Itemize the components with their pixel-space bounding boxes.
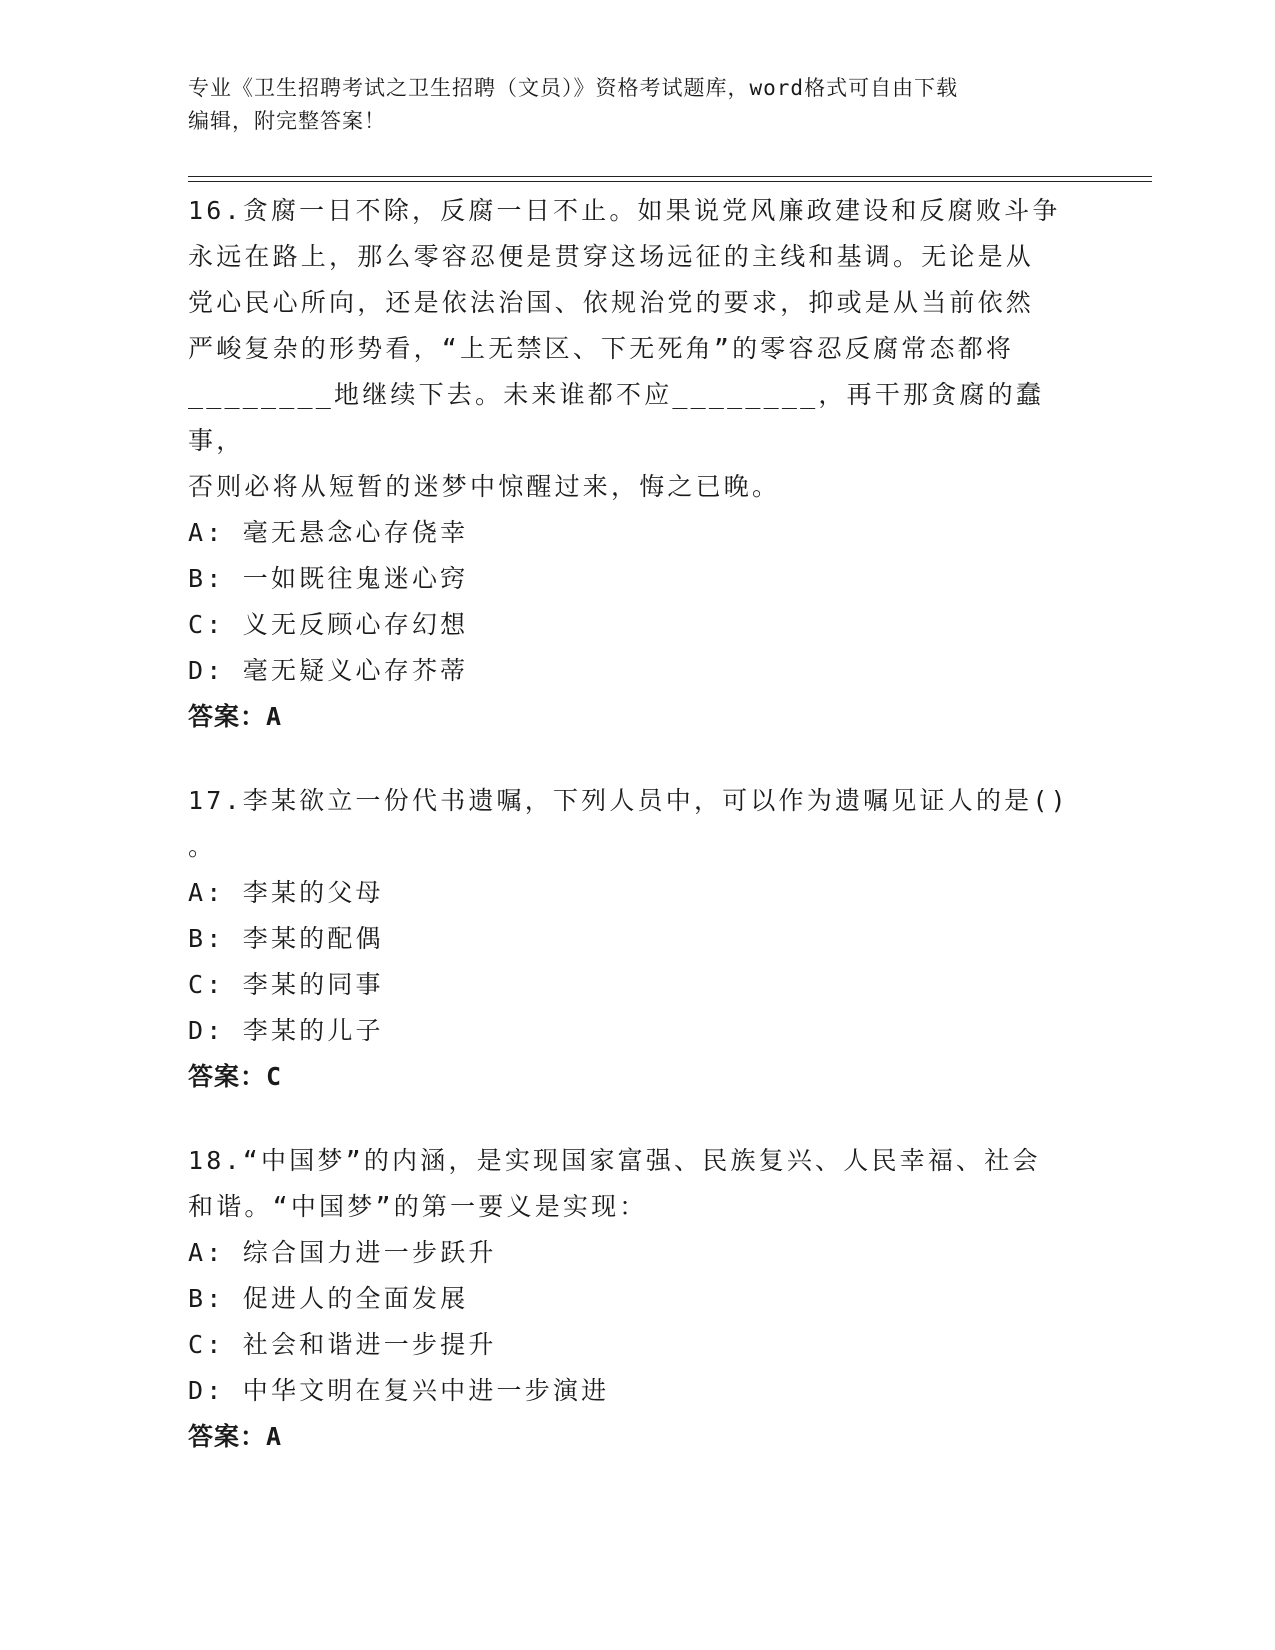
question-stem: ________地继续下去。未来谁都不应________，再干那贪腐的蠢事， xyxy=(188,380,1045,455)
option-a: A: 李某的父母 xyxy=(188,878,384,907)
option-a: A: 毫无悬念心存侥幸 xyxy=(188,518,469,547)
answer-line xyxy=(188,1054,1088,1100)
option-b: B: 李某的配偶 xyxy=(188,924,384,953)
option-d: D: 李某的儿子 xyxy=(188,1016,384,1045)
option-b: B: 促进人的全面发展 xyxy=(188,1284,469,1313)
question-stem: 严峻复杂的形势看，“上无禁区、下无死角”的零容忍反腐常态都将 xyxy=(188,334,1015,363)
document-header xyxy=(188,72,1088,138)
answer-line xyxy=(188,694,1088,740)
option-d: D: 中华文明在复兴中进一步演进 xyxy=(188,1376,610,1405)
answer-label: 答案： xyxy=(188,702,267,731)
answer-value: A xyxy=(266,702,283,731)
question-stem: 和谐。“中国梦”的第一要义是实现： xyxy=(188,1192,648,1221)
question-stem: 。 xyxy=(188,832,217,861)
header-divider xyxy=(188,176,1152,182)
question-stem: 17.李某欲立一份代书遗嘱，下列人员中，可以作为遗嘱见证人的是() xyxy=(188,786,1069,815)
option-c: C: 社会和谐进一步提升 xyxy=(188,1330,497,1359)
option-b: B: 一如既往鬼迷心窍 xyxy=(188,564,469,593)
header-line-1: 专业《卫生招聘考试之卫生招聘（文员）》资格考试题库，word格式可自由下载 xyxy=(188,76,959,100)
option-c: C: 义无反顾心存幻想 xyxy=(188,610,469,639)
option-a: A: 综合国力进一步跃升 xyxy=(188,1238,497,1267)
answer-label: 答案： xyxy=(188,1422,267,1451)
question-list xyxy=(188,188,1088,1498)
question-18 xyxy=(188,1138,1088,1460)
answer-label: 答案： xyxy=(188,1062,267,1091)
question-16 xyxy=(188,188,1088,740)
question-stem: 18.“中国梦”的内涵，是实现国家富强、民族复兴、人民幸福、社会 xyxy=(188,1146,1041,1175)
question-stem: 永远在路上，那么零容忍便是贯穿这场远征的主线和基调。无论是从 xyxy=(188,242,1035,271)
answer-value: A xyxy=(266,1422,283,1451)
answer-line xyxy=(188,1414,1088,1460)
answer-value: C xyxy=(266,1062,283,1091)
header-line-2: 编辑，附完整答案！ xyxy=(188,109,386,133)
question-stem: 党心民心所向，还是依法治国、依规治党的要求，抑或是从当前依然 xyxy=(188,288,1035,317)
question-stem: 否则必将从短暂的迷梦中惊醒过来，悔之已晚。 xyxy=(188,472,781,501)
option-d: D: 毫无疑义心存芥蒂 xyxy=(188,656,469,685)
option-c: C: 李某的同事 xyxy=(188,970,384,999)
question-17 xyxy=(188,778,1088,1100)
question-stem: 16.贪腐一日不除，反腐一日不止。如果说党风廉政建设和反腐败斗争 xyxy=(188,196,1061,225)
